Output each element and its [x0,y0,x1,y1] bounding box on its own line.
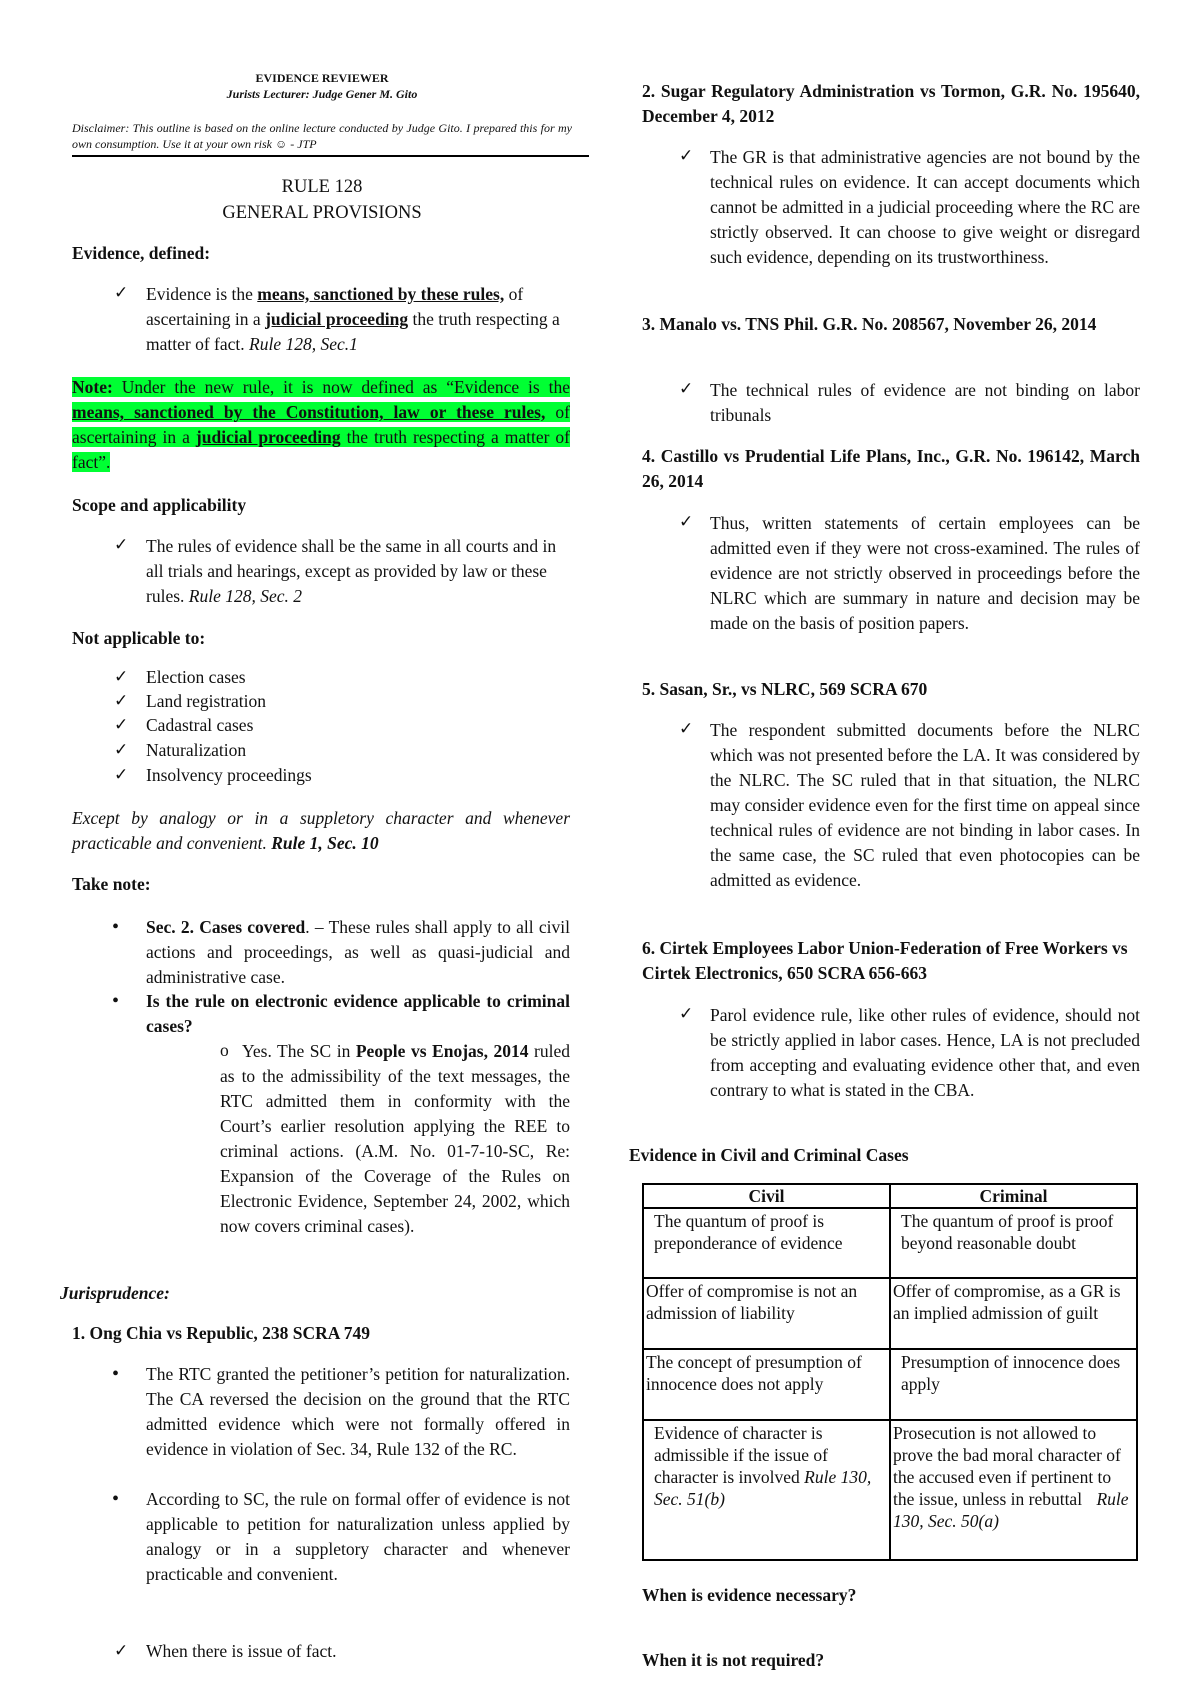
comparison-table [642,1183,1138,1561]
table-header-row [643,1184,1137,1208]
list-item: Insolvency proceedings [146,765,312,785]
table-cell: Evidence of character is admissible if the issue of character is involved Rule 130, Sec. 51(b) [643,1420,890,1560]
jurisprudence-heading: Jurisprudence: [60,1283,170,1303]
case-6-text: Parol evidence rule, like other rules of evidence, should not be strictly applied in labor cases. Hence, LA is not precluded from accepting and evaluating evidence other that, and even contrary to what is stated in the CBA. [710,1005,1140,1100]
bullet-icon: • [112,1488,120,1510]
case-1-title: 1. Ong Chia vs Republic, 238 SCRA 749 [72,1323,371,1343]
list-item: Naturalization [146,740,247,760]
list-item: Election cases [146,667,246,687]
case-4-title: 4. Castillo vs Prudential Life Plans, Inc., G.R. No. 196142, March 26, 2014 [642,446,1140,491]
table-cell: The quantum of proof is proof beyond reasonable doubt [890,1208,1137,1278]
checkmark-icon: ✓ [114,667,129,686]
sub-bullet-icon: o [220,1040,229,1060]
table-row [643,1208,1137,1278]
checkmark-icon: ✓ [114,283,129,302]
case-3-text: The technical rules of evidence are not binding on labor tribunals [710,380,1140,425]
disclaimer: Disclaimer: This outline is based on the online lecture conducted by Judge Gito. I prepared this for my own consumption. Use it at your own risk ☺ - JTP [72,121,572,151]
checkmark-icon: ✓ [114,765,129,784]
lecturer-line: Jurists Lecturer: Judge Gener M. Gito [226,87,418,101]
column-header-criminal: Criminal [890,1184,1137,1208]
document-title: EVIDENCE REVIEWER [255,71,389,85]
ree-question: Is the rule on electronic evidence applicable to criminal cases? [146,991,570,1036]
scope-heading: Scope and applicability [72,495,247,515]
not-applicable-heading: Not applicable to: [72,628,206,648]
table-cell: Presumption of innocence does apply [890,1349,1137,1420]
list-item: Cadastral cases [146,715,254,735]
checkmark-icon: ✓ [114,740,129,759]
table-cell: Offer of compromise is not an admission of liability [643,1278,890,1349]
when-not-required-heading: When it is not required? [642,1650,825,1670]
rule-number: RULE 128 [281,177,363,197]
column-header-civil: Civil [643,1184,890,1208]
bullet-icon: • [112,990,120,1012]
take-note-heading: Take note: [72,874,151,894]
checkmark-icon: ✓ [114,715,129,734]
checkmark-icon: ✓ [114,1641,129,1660]
table-row [643,1278,1137,1349]
table-row [643,1349,1137,1420]
evidence-definition: Evidence is the means, sanctioned by these rules, of ascertaining in a judicial proceeding the truth respecting a matter of fact. Rule 128, Sec.1 [146,284,560,354]
case-4-text: Thus, written statements of certain employees can be admitted even if they were not cross-examined. The rules of evidence are not strictly observed in proceedings before the NLRC which are summary in nature and decision may be made on the basis of position papers. [710,513,1140,633]
case-2-title: 2. Sugar Regulatory Administration vs Tormon, G.R. No. 195640, December 4, 2012 [642,81,1140,126]
evidence-defined-heading: Evidence, defined: [72,243,211,263]
bullet-icon: • [112,1363,120,1385]
case-5-text: The respondent submitted documents before the NLRC which was not presented before the LA. It was considered by the NLRC. The SC ruled that in that situation, the NLRC may consider evidence even for the first time on appeal since technical rules of evidence are not binding in labor cases. In the same case, the SC ruled that even photocopies can be admitted as evidence. [710,720,1140,890]
bullet-icon: • [112,916,120,938]
list-item: Land registration [146,691,267,711]
table-cell: Prosecution is not allowed to prove the bad moral character of the accused even if pertinent to the issue, unless in rebuttal Rule 130, Sec. 50(a) [890,1420,1137,1560]
sec2-text: Sec. 2. Cases covered. – These rules shall apply to all civil actions and proceedings, as well as quasi-judicial and administrative case. [146,917,571,987]
case-1-bullet-1: The RTC granted the petitioner’s petition for naturalization. The CA reversed the decision on the ground that the RTC admitted evidence which were not formally offered in evidence in violation of Sec. 34, Rule 132 of the RC. [146,1364,570,1459]
scope-text: The rules of evidence shall be the same in all courts and in all trials and hearings, except as provided by law or these rules. Rule 128, Sec. 2 [146,536,557,606]
ree-answer: Yes. The SC in People vs Enojas, 2014 ruled as to the admissibility of the text messages, the RTC admitted them in conformity with the Court’s earlier resolution applying the REE to criminal actions. (A.M. No. 01-7-10-SC, Re: Expansion of the Coverage of the Rules on Electronic Evidence, September 24, 2002, which now covers criminal cases). [220,1041,570,1236]
table-cell: The quantum of proof is preponderance of evidence [643,1208,890,1278]
note-highlight: Note: Under the new rule, it is now defined as “Evidence is the means, sanctioned by the Constitution, law or these rules, of ascertaining in a judicial proceeding the truth respecting a matter of fact”. [72,377,571,472]
checkmark-icon: ✓ [679,512,694,531]
table-cell: The concept of presumption of innocence does not apply [643,1349,890,1420]
table-row [643,1420,1137,1560]
exception-text: Except by analogy or in a suppletory character and whenever practicable and convenient. Rule 1, Sec. 10 [72,808,570,853]
rule-name: GENERAL PROVISIONS [222,203,422,223]
issue-of-fact: When there is issue of fact. [146,1641,337,1661]
checkmark-icon: ✓ [679,379,694,398]
checkmark-icon: ✓ [114,535,129,554]
header-divider [72,155,589,157]
when-necessary-heading: When is evidence necessary? [642,1585,857,1605]
case-1-bullet-2: According to SC, the rule on formal offer of evidence is not applicable to petition for naturalization unless applied by analogy or in a suppletory character and whenever practicable and convenient. [146,1489,570,1584]
checkmark-icon: ✓ [679,719,694,738]
case-2-text: The GR is that administrative agencies are not bound by the technical rules on evidence. It can accept documents which cannot be admitted in a judicial proceeding where the RC are strictly observed. It can choose to give weight or disregard such evidence, depending on its trustworthiness. [710,147,1140,267]
case-5-title: 5. Sasan, Sr., vs NLRC, 569 SCRA 670 [642,679,928,699]
checkmark-icon: ✓ [679,1004,694,1023]
checkmark-icon: ✓ [679,146,694,165]
case-6-title: 6. Cirtek Employees Labor Union-Federation of Free Workers vs Cirtek Electronics, 650 SCRA 656-663 [642,938,1128,983]
case-3-title: 3. Manalo vs. TNS Phil. G.R. No. 208567, November 26, 2014 [642,314,1097,334]
checkmark-icon: ✓ [114,691,129,710]
table-cell: Offer of compromise, as a GR is an implied admission of guilt [890,1278,1137,1349]
table-heading: Evidence in Civil and Criminal Cases [629,1145,909,1165]
